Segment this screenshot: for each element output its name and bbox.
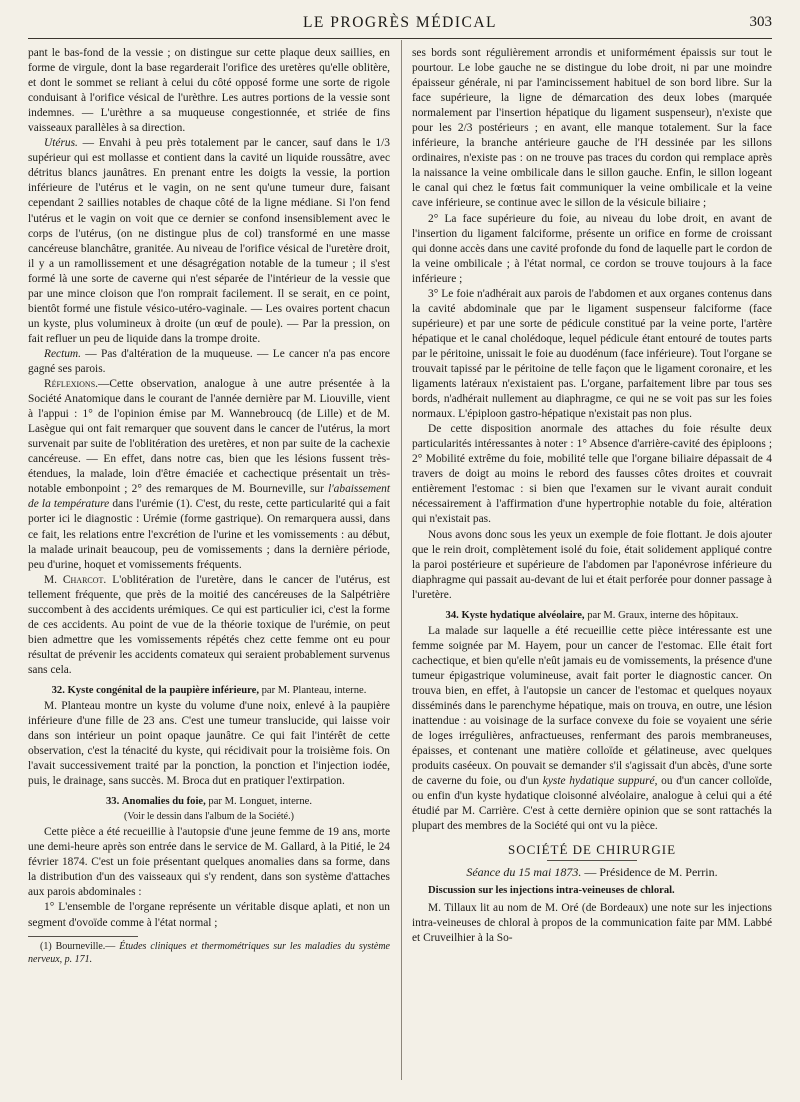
paragraph: M. Tillaux lit au nom de M. Oré (de Bordeaux) une note sur les injections intra-veineuses de chloral à propos de la communication faite par MM. Labbé et Cruveilhier à la So- <box>412 901 772 944</box>
paragraph: Cette pièce a été recueillie à l'autopsie d'une jeune femme de 19 ans, morte une demi-heure après son entrée dans le service de M. Gallard, à la Pitié, le 24 février 1874. C'est un foie présentant quelques anomalies dans sa forme, dans la distribution d'un des vaisseaux qui s'y rendent, dans son système d'attaches aux parois abdominales : <box>28 826 390 899</box>
rectum-label: Rectum. <box>44 347 82 360</box>
uterus-label: Utérus. <box>44 137 78 150</box>
section-33-note: (Voir le dessin dans l'album de la Société.) <box>124 811 294 823</box>
paragraph: 3° Le foie n'adhérait aux parois de l'abdomen et aux organes contenus dans la cavité abdominale que par le ligament suspenseur falciforme (face supérieure) et par une sorte de pédicule constitué par la veine porte, l'artère hépatique et le canal cholédoque, lequel pédicule étant entouré de toutes parts par le péritoine, unissait le foie au duodénum (face inférieure). Tout l'organe se trouvait tapissé par le péritoine de telle façon que le ligament coronaire, et les ligaments latéraux n'existaient pas. L'organe, parfaitement libre par tous ses bords, n'adhérait nullement au diaphragme, ce qui ne se voit pas sur les foies normaux. L'épiploon gastro-hépatique n'existait pas non plus. <box>412 287 772 421</box>
paragraph: pant le bas-fond de la vessie ; on distingue sur cette plaque deux saillies, en forme de virgule, dont la base regarderait l'orifice des uretères qu'elle oblitère, et dont le sommet se reliant à celui du côté opposé forme une sorte de rigole conduisant à l'orifice vésical de l'urèthre. Les autres portions de la vessie sont indemnes. — L'urèthre a sa muqueuse congestionnée, et striée de fins vaisseaux parallèles à sa direction. <box>28 47 390 135</box>
reflexions-label: Réflexions. <box>44 378 98 391</box>
charcot-name: M. Charcot. <box>44 573 107 586</box>
paragraph: Nous avons donc sous les yeux un exemple de foie flottant. Je dois ajouter que le rein droit, complètement isolé du foie, était solidement appliqué contre la paroi postérieure et supérieure de l'abdomen par l'aponévrose inférieure du diaphragme qui passait au-devant de lui et était perforée pour donner passage à l'uretère. <box>412 528 772 601</box>
paragraph: 1° L'ensemble de l'organe représente un véritable disque aplati, et non un segment d'ovoïde comme à l'état normal ; <box>28 901 390 929</box>
page-header <box>28 14 772 36</box>
paragraph: ses bords sont régulièrement arrondis et uniformément épaissis sur tout le pourtour. Le lobe gauche ne se distingue du lobe droit, ni par une moindre épaisseur générale, ni par l'amincissement habituel de son bord libre. Sur la face supérieure, la ligne de démarcation des deux lobes (marquée normalement par l'insertion hépatique du ligament suspenseur), n'existe que pour les 2/3 postérieurs ; en avant, elle manque totalement. Sur la face inférieure, la branche antérieure gauche de l'H dessinée par les sillons ordinaires, n'existe pas : on ne trouve pas traces du cordon qui remplace après la naissance la veine ombilicale dans le sillon gauche. Enfin, le sillon logeant le canal qui chez le fœtus fait communiquer la veine ombilicale et la veine cave inférieure, se continue avec le sillon de la vésicule biliaire ; <box>412 47 772 210</box>
paragraph: M. Planteau montre un kyste du volume d'une noix, enlevé à la paupière inférieure d'une fille de 23 ans. C'est une tumeur translucide, qui laisse voir dans son intérieur un point opaque jaunâtre. Ce qui fait l'intérêt de cette observation, c'est la ténacité du kyste, qui récidivait pour la troisième fois. On l'avait successivement traité par la ponction, la ponction et l'injection iodée, puis, le drainage, sans succès. M. Broca dut en pratiquer l'extirpation. <box>28 699 390 788</box>
society-heading: SOCIÉTÉ DE CHIRURGIE <box>507 842 677 858</box>
seance-line: Séance du 15 mai 1873. — Présidence de M. Perrin. <box>466 865 718 880</box>
society-rule <box>547 860 637 861</box>
section-32-title: 32. Kyste congénital de la paupière inférieure, par M. Planteau, interne. <box>51 684 367 696</box>
paragraph: M. Charcot. L'oblitération de l'uretère, dans le cancer de l'utérus, est tellement fréquente, que près de la moitié des cancéreuses de la Salpétrière succombent à des accidents urémiques. Ce qui est particulier ici, c'est la forme de ces accidents. Au point de vue de la théorie toxique de l'urémie, on peut bien admettre que les vomissements répétés chez cette femme ont eu pour résultat de prévenir les accidents comateux qui seraient probablement survenus sans cela. <box>28 573 390 676</box>
page-number: 303 <box>749 14 772 30</box>
paragraph: Utérus. — Envahi à peu près totalement par le cancer, sauf dans le 1/3 supérieur qui est mollasse et contient dans la cavité un liquide roussâtre, avec détritus blancs jaunâtres. En prenant entre les doigts la vessie, la portion inférieure de l'utérus et le vagin, on ne sent qu'une tumeur dure, faisant cependant 2 saillies notables de chaque côté de la ligne médiane. Si l'on fend l'utérus et le vagin on voit que ce dernier se confond insensiblement avec le corps de l'utérus, (on ne distingue plus de col) transformé en une masse cancéreuse blanchâtre, granitée. Au niveau de l'orifice vésical de l'uretère droit, il y a un ramollissement et une désagrégation notable de la tumeur ; il s'est formé là une sorte de caverne qui n'est séparée de l'intérieur de la vessie que par une mince cloison que l'on romprait facilement. Il se serait, en ce point, bientôt formé une fistule vésico-utéro-vaginale. — Les ovaires portent chacun un kyste, plus volumineux à droite (un œuf de poule). — Par la pression, on fait refluer un peu de liquide dans la trompe droite. <box>28 137 390 345</box>
paragraph: Rectum. — Pas d'altération de la muqueuse. — Le cancer n'a pas encore gagné ses parois. <box>28 347 390 375</box>
paragraph: Réflexions.—Cette observation, analogue à une autre présentée à la Société Anatomique dans le courant de l'année dernière par M. Liouville, vient à l'appui : 1° de l'opinion émise par M. Wannebroucq (de Lille) et de M. Lasègue qui ont fait remarquer que souvent dans le cancer de l'utérus, la mort survenait par suite de l'oblitération des uretères, et non par suite de la cachexie cancéreuse. — En effet, dans notre cas, bien que les lésions fussent très-étendues, la malade, loin d'être émaciée et cachectique présentait un très-notable embonpoint ; 2° des remarques de M. Bourneville, sur l'abaissement de la température dans l'urémie (1). C'est, du reste, cette particularité qui a fait porter ici le diagnostic : Urémie (forme gastrique). On remarquera aussi, dans ce fait, les relations entre l'excrétion de l'urine et les vomissements : au début, la malade urinait beaucoup, peu de vomissements ; dans la dernière période, peu d'urine, hoquet et vomissements fréquents. <box>28 378 390 571</box>
footnote-rule <box>28 936 138 937</box>
left-column <box>28 46 390 966</box>
footnote: (1) Bourneville.— Études cliniques et thermométriques sur les maladies du système nerveux, p. 171. <box>28 940 390 965</box>
header-rule <box>28 38 772 39</box>
section-33-title: 33. Anomalies du foie, par M. Longuet, interne. <box>106 796 312 808</box>
discussion-title: Discussion sur les injections intra-veineuses de chloral. <box>428 885 675 897</box>
paragraph: La malade sur laquelle a été recueillie cette pièce intéressante est une femme soignée par M. Hayem, pour un cancer de l'estomac. Elle était fort cachectique, et bien qu'elle n'eût jamais eu de vomissements, la présence d'une tumeur épigastrique volumineuse, avait fait porter le diagnostic cancer. On trouva bien, en effet, à l'autopsie un cancer de l'estomac et quelques noyaux disséminés dans le parenchyme hépatique, mais on trouva, en outre, une lésion inattendue : au voisinage de la surface convexe du foie se voyaient une série de loges irrégulières, anfractueuses, renfermant des parois membraneuses, épaisses, et contenant une matière colloïde et gélatineuse, avec quelques produits caséeux. On pouvait se demander s'il s'agissait d'un abcès, d'une sorte de caverne du foie, ou d'un kyste hydatique suppuré, ou d'un cancer colloïde, ou enfin d'un kyste hydatique cloisonné alvéolaire, analogue à celui qui a été étudié par M. Carrière. C'est à cette dernière opinion que se sont rattachés la plupart des membres de la Société qui ont vu la pièce. <box>412 624 772 833</box>
section-34-title: 34. Kyste hydatique alvéolaire, par M. Graux, interne des hôpitaux. <box>445 609 739 621</box>
column-divider <box>401 40 402 1080</box>
right-column <box>412 46 772 946</box>
paragraph: 2° La face supérieure du foie, au niveau du lobe droit, en avant de l'insertion du ligament falciforme, présente un orifice en forme de croissant qui donne accès dans une cavité profonde du fond de laquelle part le cordon de la veine ombilicale ; à l'état normal, ce cordon se trouve toujours à la face inférieure ; <box>412 212 772 285</box>
paragraph: De cette disposition anormale des attaches du foie résulte deux particularités intéressantes à noter : 1° Absence d'arrière-cavité des épiploons ; 2° Mobilité extrême du foie, mobilité telle que l'organe biliaire dépassait de 4 travers de doigt au moins le rebord des fausses côtes droites et couvrait entièrement l'estomac : si bien que l'examen sur le vivant aurait conduit nécessairement à l'affirmation d'une hypertrophie notable du foie, altération qui n'existait pas. <box>412 423 772 526</box>
journal-title: LE PROGRÈS MÉDICAL <box>302 14 498 31</box>
